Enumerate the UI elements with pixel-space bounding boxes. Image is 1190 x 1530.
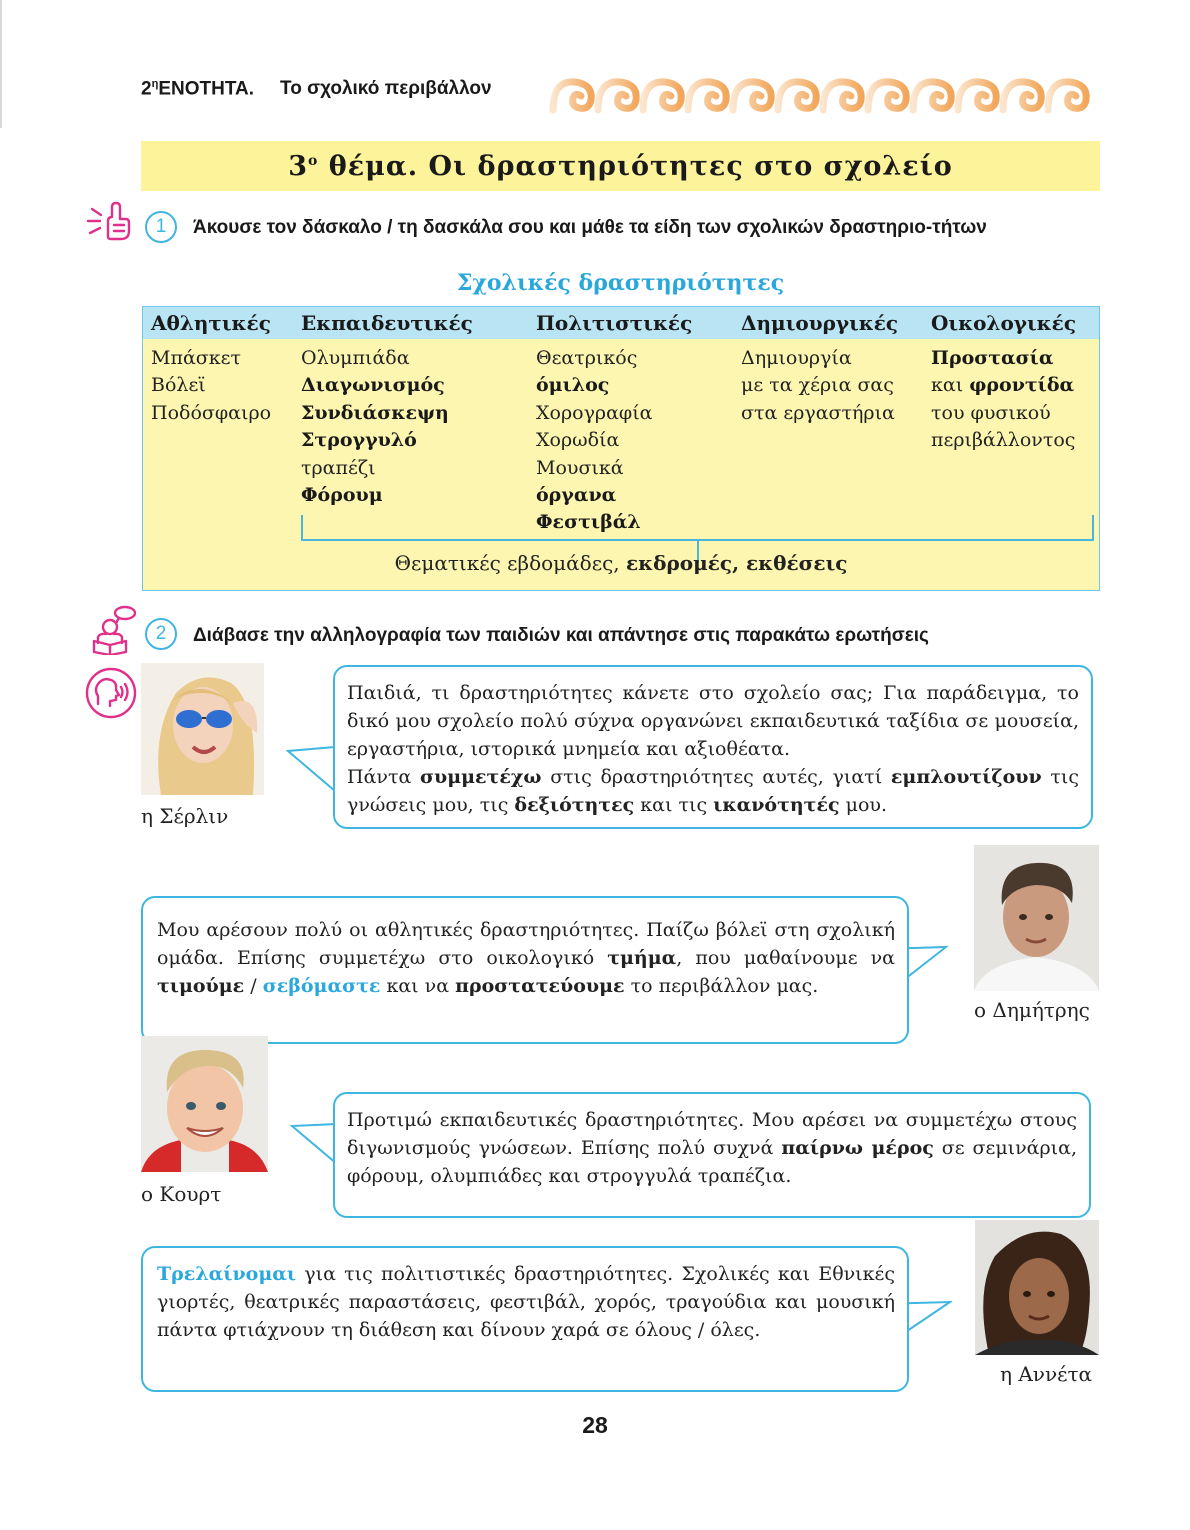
boy-photo-kurt bbox=[141, 1036, 268, 1172]
table-cell-item: Βόλεϊ bbox=[151, 374, 206, 397]
table-footer: Θεματικές εβδομάδες, εκδρομές, εκθέσεις bbox=[394, 551, 848, 575]
column-header-educational: Εκπαιδευτικές bbox=[301, 311, 473, 335]
activity-1-instruction: Άκουσε τον δάσκαλο / τη δασκάλα σου και μάθε τα είδη των σχολικών δραστηριο-τήτων bbox=[193, 217, 987, 238]
topic-title: $3^o$ θέμα. Οι δραστηριότητες στο σχολείο bbox=[288, 150, 953, 182]
table-cell-item: με τα χέρια σας bbox=[741, 374, 894, 397]
column-header-cultural: Πολιτιστικές bbox=[536, 311, 693, 335]
boy-photo-dimitris bbox=[974, 845, 1099, 991]
table-cell-item: Ολυμπιάδα bbox=[301, 347, 410, 369]
column-header-creative: Δημιουργικές bbox=[741, 311, 899, 335]
letter-text-dimitris: Μου αρέσουν πολύ οι αθλητικές δραστηριότητες. Παίζω βόλεϊ στη σχολική ομάδα. Επίσης συμμετέχω στο οικολογικό τμήμα, που μαθαίνουμε να τιμούμε / σεβόμαστε και να προστατεύουμε το περιβάλλον μας. bbox=[157, 919, 895, 997]
table-cell-item: Στρογγυλό bbox=[301, 429, 417, 452]
column-sports bbox=[151, 345, 271, 427]
table-cell-item: όργανα bbox=[536, 484, 617, 507]
section-title: Το σχολικό περιβάλλον bbox=[280, 78, 492, 100]
pointing-finger-icon bbox=[84, 199, 134, 245]
name-caption-kurt: ο Κουρτ bbox=[141, 1182, 222, 1206]
activity-2-instruction: Διάβασε την αλληλογραφία των παιδιών και απάντησε στις παρακάτω ερωτήσεις bbox=[193, 625, 929, 646]
table-title: Σχολικές δραστηριότητες bbox=[456, 270, 785, 296]
column-creative bbox=[741, 345, 895, 427]
girl-with-sunglasses-photo bbox=[141, 663, 264, 795]
speaking-head-icon bbox=[84, 666, 138, 720]
activities-table bbox=[142, 306, 1100, 591]
column-educational bbox=[301, 345, 449, 509]
table-cell-item: Προστασία bbox=[931, 347, 1054, 369]
unit-number: 2 bbox=[141, 78, 152, 100]
table-cell-item: Φεστιβάλ bbox=[536, 511, 641, 534]
table-cell-item: Ποδόσφαιρο bbox=[151, 401, 272, 424]
unit-header bbox=[141, 78, 492, 100]
table-cell-item: του φυσικού bbox=[931, 401, 1051, 424]
letter-bubble-kurt bbox=[333, 1092, 1091, 1218]
column-cultural bbox=[536, 345, 653, 537]
letter-bubble-anneta bbox=[141, 1246, 909, 1392]
reading-child-icon bbox=[86, 605, 138, 655]
table-cell-item: περιβάλλοντος bbox=[931, 429, 1076, 452]
page-edge-line bbox=[0, 0, 2, 128]
table-cell-item: Μουσικά bbox=[536, 456, 624, 479]
activity-number-1: 1 bbox=[145, 211, 177, 243]
decorative-wave-border bbox=[545, 72, 1100, 118]
table-bracket bbox=[301, 515, 1094, 541]
page-number: 28 bbox=[582, 1412, 608, 1438]
table-cell-item: Συνδιάσκεψη bbox=[301, 401, 449, 424]
table-cell-item: στα εργαστήρια bbox=[741, 401, 895, 424]
table-cell-item: Φόρουμ bbox=[301, 484, 383, 507]
letter-text-anneta: Τρελαίνομαι για τις πολιτιστικές δραστηριότητες. Σχολικές και Εθνικές γιορτές, θεατρικές παραστάσεις, φεστιβάλ, χορός, τραγούδια και μουσική πάντα φτιάχνουν τη διάθεση και δίνουν χαρά σε όλους / όλες. bbox=[157, 1263, 895, 1341]
letter-bubble-dimitris bbox=[141, 896, 909, 1044]
unit-label: ΕΝΟΤΗΤΑ. bbox=[158, 78, 255, 100]
table-cell-item: τραπέζι bbox=[301, 456, 376, 479]
column-header-ecological: Οικολογικές bbox=[931, 311, 1076, 335]
activity-number-2: 2 bbox=[145, 618, 177, 650]
table-cell-item: όμιλος bbox=[536, 374, 610, 397]
table-header-row bbox=[143, 307, 1099, 339]
topic-title-band bbox=[141, 141, 1100, 191]
unit-sup: η bbox=[151, 78, 159, 90]
column-header-sports: Αθλητικές bbox=[151, 311, 271, 335]
letter-text-sherlin: Παιδιά, τι δραστηριότητες κάνετε στο σχολείο σας; Για παράδειγμα, το δικό μου σχολείο πολύ σύχνα οργανώνει εκπαιδευτικά ταξίδια σε μουσεία, εργαστήρια, ιστορικά μνημεία και αξιοθέατα. Πάντα συμμετέχω στις δραστηριότητες αυτές, γιατί εμπλουτίζουν τις γνώσεις μου, τις δεξιότητες και τις ικανότητές μου. bbox=[347, 682, 1079, 816]
letter-text-kurt: Προτιμώ εκπαιδευτικές δραστηριότητες. Μου αρέσει να συμμετέχω στους διγωνισμούς γνώσεων. Επίσης πολύ συχνά παίρνω μέρος σε σεμινάρια, φόρουμ, ολυμπιάδες και στρογγυλά τραπέζια. bbox=[347, 1109, 1077, 1187]
table-cell-item: Χορωδία bbox=[536, 429, 620, 452]
speech-tail bbox=[286, 745, 336, 795]
table-cell-item: Μπάσκετ bbox=[151, 347, 241, 369]
column-ecological bbox=[931, 345, 1075, 455]
name-caption-sherlin: η Σέρλιν bbox=[141, 804, 229, 828]
table-cell-item: Θεατρικός bbox=[536, 347, 638, 369]
table-cell-item: και φροντίδα bbox=[931, 374, 1075, 397]
girl-photo-anneta bbox=[975, 1220, 1099, 1355]
table-cell-item: Χορογραφία bbox=[536, 401, 653, 424]
speech-tail bbox=[290, 1122, 338, 1168]
table-cell-item: Διαγωνισμός bbox=[301, 374, 445, 397]
table-cell-item: Δημιουργία bbox=[741, 347, 852, 369]
letter-bubble-sherlin bbox=[333, 665, 1093, 829]
name-caption-anneta: η Αννέτα bbox=[1000, 1362, 1093, 1386]
name-caption-dimitris: ο Δημήτρης bbox=[974, 998, 1090, 1022]
